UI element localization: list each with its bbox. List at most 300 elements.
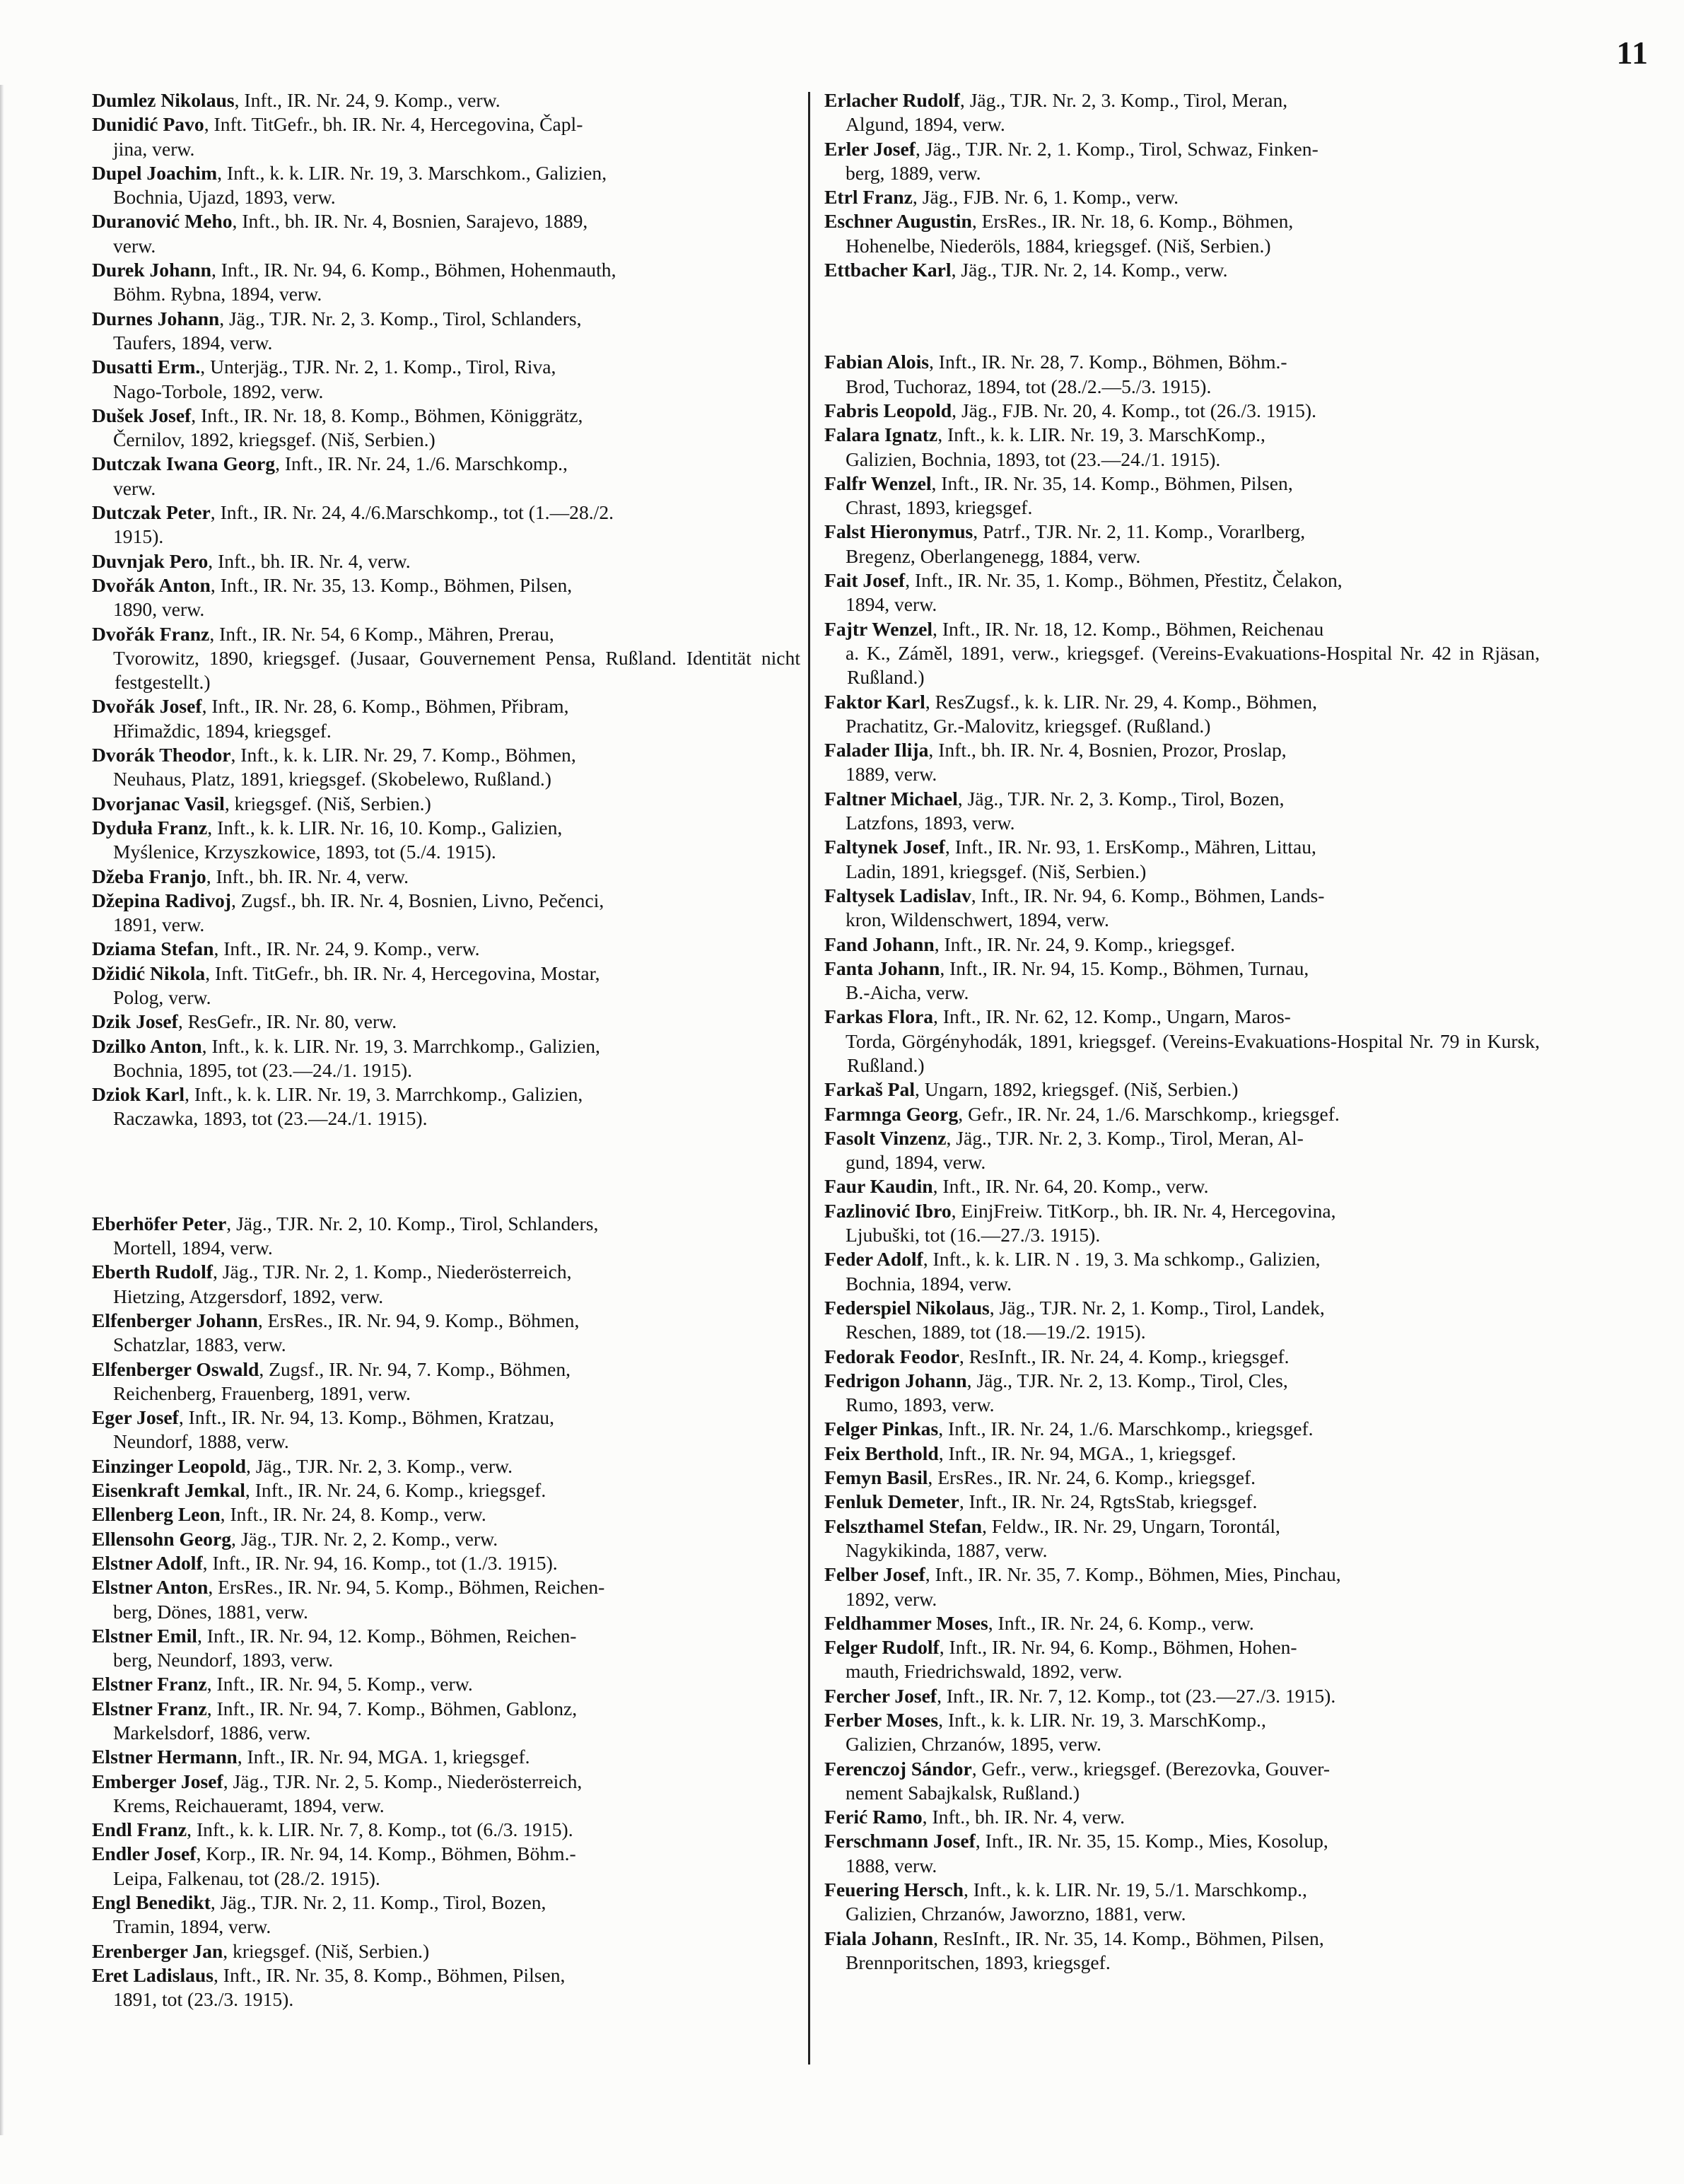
- entry-name: Fiala Johann: [824, 1927, 934, 1949]
- entry-details-continued: Reichenberg, Frauenberg, 1891, verw.: [113, 1382, 411, 1404]
- entry-details-continued: 1888, verw.: [846, 1854, 937, 1876]
- register-entry: [93, 1624, 800, 1673]
- entry-name: Fajtr Wenzel: [824, 617, 933, 640]
- entry-details: , Inft., IR. Nr. 18, 8. Komp., Böhmen, Königgrätz,: [191, 404, 583, 426]
- entry-name: Dvořák Josef: [92, 695, 202, 718]
- entry-name: Elstner Anton: [92, 1576, 209, 1599]
- entry-name: Farkaš Pal: [824, 1078, 915, 1101]
- register-entry: [826, 617, 1540, 690]
- register-entry: [93, 1551, 800, 1575]
- register-entry: [826, 1684, 1540, 1708]
- entry-details: , Inft., IR. Nr. 24, 4./6.Marschkomp., tot (1.—28./2.: [210, 501, 614, 524]
- entry-details: , Inft. TitGefr., bh. IR. Nr. 4, Hercegovina, Mostar,: [205, 962, 600, 984]
- entry-name: Endler Josef: [92, 1843, 197, 1865]
- entry-details-continued: Černilov, 1892, kriegsgef. (Niš, Serbien.): [113, 428, 435, 451]
- entry-details: , Jäg., TJR. Nr. 2, 10. Komp., Tirol, Schlanders,: [226, 1212, 599, 1234]
- entry-details: , Inft., IR. Nr. 28, 6. Komp., Böhmen, Přibram,: [201, 695, 569, 718]
- entry-name: Erler Josef: [824, 137, 916, 160]
- entry-name: Fazlinović Ibro: [824, 1199, 952, 1222]
- entry-name: Farmnga Georg: [824, 1102, 959, 1125]
- entry-details-continued: Bochnia, Ujazd, 1893, verw.: [113, 186, 336, 209]
- entry-details-continued: Hohenelbe, Niederöls, 1884, kriegsgef. (Niš, Serbien.): [846, 234, 1271, 257]
- entry-details: , Inft., IR. Nr. 35, 15. Komp., Mies, Kosolup,: [975, 1830, 1328, 1852]
- entry-name: Faur Kaudin: [824, 1175, 933, 1198]
- entry-name: Engl Benedikt: [92, 1891, 211, 1914]
- entry-details: , ResGefr., IR. Nr. 80, verw.: [177, 1010, 397, 1033]
- register-entry: [93, 1575, 800, 1624]
- register-entry: [826, 568, 1540, 617]
- register-entry: [93, 112, 800, 161]
- entry-name: Dziama Stefan: [92, 938, 214, 960]
- entry-name: Feuering Hersch: [824, 1879, 964, 1901]
- register-entry: [826, 787, 1540, 836]
- entry-details: , Inft., IR. Nr. 94, MGA., 1, kriegsgef.: [938, 1442, 1236, 1464]
- entry-details: , Inft., IR. Nr. 28, 7. Komp., Böhmen, Böhm.-: [928, 351, 1287, 373]
- entry-details: , ErsRes., IR. Nr. 94, 9. Komp., Böhmen,: [257, 1309, 580, 1331]
- entry-details-continued: Galizien, Bochnia, 1893, tot (23.—24./1. 1915).: [846, 448, 1221, 470]
- page-edge-shadow: [0, 85, 4, 2135]
- entry-details: , Gefr., IR. Nr. 24, 1./6. Marschkomp., kriegsgef.: [958, 1102, 1340, 1125]
- entry-name: Ellensohn Georg: [92, 1527, 232, 1550]
- entry-details-continued: Prachatitz, Gr.-Malovitz, kriegsgef. (Rußland.): [846, 714, 1211, 737]
- entry-details: , ErsRes., IR. Nr. 94, 5. Komp., Böhmen, Reichen-: [208, 1576, 605, 1599]
- entry-name: Ettbacher Karl: [824, 259, 952, 281]
- entry-details: , Jäg., FJB. Nr. 6, 1. Komp., verw.: [912, 186, 1179, 209]
- entry-details-continued: Schatzlar, 1883, verw.: [113, 1333, 286, 1356]
- entry-name: Falader Ilija: [824, 739, 929, 761]
- register-entry: [826, 137, 1540, 186]
- entry-name: Fenluk Demeter: [824, 1490, 959, 1513]
- entry-name: Erlacher Rudolf: [824, 89, 960, 111]
- entry-details: , kriegsgef. (Niš, Serbien.): [224, 792, 431, 814]
- entry-name: Fanta Johann: [824, 957, 940, 979]
- left-column: [93, 88, 800, 2012]
- register-entry: [93, 1818, 800, 1842]
- register-entry: [93, 355, 800, 404]
- register-entry: [93, 816, 800, 865]
- entry-group-e: [93, 1212, 800, 2012]
- register-entry: [93, 549, 800, 573]
- entry-details: , ResInft., IR. Nr. 35, 14. Komp., Böhmen, Pilsen,: [933, 1927, 1324, 1949]
- entry-details-continued: Leipa, Falkenau, tot (28./2. 1915).: [113, 1867, 380, 1889]
- entry-details-continued: a. K., Záměl, 1891, verw., kriegsgef. (Vereins-Evakuations-Hospital Nr. 42 in Rjäsan, Rußland.): [846, 641, 1540, 689]
- entry-name: Federspiel Nikolaus: [824, 1296, 990, 1319]
- entry-details: , Jäg., TJR. Nr. 2, 1. Komp., Niederösterreich,: [212, 1261, 572, 1283]
- register-entry: [93, 622, 800, 695]
- entry-details: , Inft., bh. IR. Nr. 4, verw.: [922, 1806, 1125, 1828]
- entry-details-continued: Krems, Reichaueramt, 1894, verw.: [113, 1794, 385, 1816]
- entry-details: , Jäg., TJR. Nr. 2, 1. Komp., Tirol, Landek,: [989, 1296, 1325, 1319]
- register-entry: [93, 1082, 800, 1131]
- entry-details-continued: Mortell, 1894, verw.: [113, 1237, 273, 1259]
- entry-name: Fercher Josef: [824, 1684, 937, 1707]
- entry-name: Dušek Josef: [92, 404, 192, 426]
- entry-name: Dzilko Anton: [92, 1034, 202, 1057]
- entry-details-continued: Myślenice, Krzyszkowice, 1893, tot (5./4. 1915).: [113, 841, 496, 863]
- entry-details: , Inft., IR. Nr. 94, 6. Komp., Böhmen, Hohenmauth,: [211, 259, 616, 281]
- entry-name: Dutczak Peter: [92, 501, 211, 524]
- entry-details: , Inft., IR. Nr. 24, 9. Komp., verw.: [214, 938, 480, 960]
- entry-details-continued: 1891, verw.: [113, 913, 205, 936]
- register-entry: [93, 1842, 800, 1891]
- register-entry: [826, 835, 1540, 884]
- entry-details: , Ungarn, 1892, kriegsgef. (Niš, Serbien.): [915, 1078, 1239, 1101]
- entry-details: , kriegsgef. (Niš, Serbien.): [223, 1939, 430, 1962]
- entry-details-continued: Bochnia, 1894, verw.: [846, 1272, 1012, 1295]
- entry-details: , Inft., k. k. LIR. Nr. 19, 5./1. Marschkomp.,: [963, 1879, 1307, 1901]
- register-entry: [826, 1247, 1540, 1296]
- entry-details-continued: Tvorowitz, 1890, kriegsgef. (Jusaar, Gouvernement Pensa, Rußland. Identität nicht festgestellt.): [113, 646, 800, 694]
- entry-details-continued: Chrast, 1893, kriegsgef.: [846, 496, 1033, 519]
- entry-details: , Zugsf., IR. Nr. 94, 7. Komp., Böhmen,: [259, 1357, 571, 1380]
- entry-details: , Inft., k. k. LIR. Nr. 7, 8. Komp., tot (6./3. 1915).: [187, 1818, 573, 1841]
- entry-details: , Zugsf., bh. IR. Nr. 4, Bosnien, Livno, Pečenci,: [231, 889, 604, 911]
- entry-group-e-cont: [826, 88, 1540, 282]
- entry-details: , Inft., IR. Nr. 94, 16. Komp., tot (1./3. 1915).: [202, 1551, 558, 1574]
- register-entry: [826, 1514, 1540, 1563]
- register-entry: [93, 1309, 800, 1357]
- column-divider: [808, 92, 810, 2065]
- register-entry: [826, 1927, 1540, 1975]
- register-entry: [93, 1212, 800, 1261]
- entry-details: , Inft., IR. Nr. 35, 13. Komp., Böhmen, Pilsen,: [210, 573, 573, 596]
- entry-name: Eger Josef: [92, 1406, 179, 1429]
- entry-name: Einzinger Leopold: [92, 1454, 246, 1477]
- entry-name: Felber Josef: [824, 1563, 925, 1586]
- entry-name: Dupel Joachim: [92, 161, 218, 184]
- entry-name: Eisenkraft Jemkal: [92, 1479, 245, 1502]
- entry-details-continued: kron, Wildenschwert, 1894, verw.: [846, 909, 1109, 931]
- register-entry: [826, 1708, 1540, 1757]
- register-entry: [93, 1939, 800, 1963]
- entry-details: , Inft., IR. Nr. 64, 20. Komp., verw.: [932, 1175, 1209, 1198]
- entry-details-continued: Böhm. Rybna, 1894, verw.: [113, 283, 322, 305]
- entry-name: Fasolt Vinzenz: [824, 1126, 947, 1149]
- register-entry: [826, 209, 1540, 258]
- entry-name: Elstner Hermann: [92, 1746, 238, 1768]
- register-entry: [93, 161, 800, 210]
- register-entry: [826, 520, 1540, 568]
- entry-details: , Inft., bh. IR. Nr. 4, verw.: [208, 549, 411, 572]
- entry-name: Fait Josef: [824, 569, 906, 592]
- register-entry: [93, 1745, 800, 1769]
- entry-name: Duranović Meho: [92, 210, 233, 233]
- entry-details: , ErsRes., IR. Nr. 24, 6. Komp., kriegsgef.: [928, 1466, 1256, 1489]
- entry-details: , Inft., IR. Nr. 62, 12. Komp., Ungarn, Maros-: [933, 1005, 1291, 1028]
- entry-details-continued: Tramin, 1894, verw.: [113, 1915, 271, 1938]
- entry-name: Faktor Karl: [824, 690, 925, 713]
- entry-details-continued: Polog, verw.: [113, 986, 211, 1008]
- entry-name: Faltner Michael: [824, 787, 958, 810]
- entry-name: Džeba Franjo: [92, 865, 206, 887]
- entry-name: Ferschmann Josef: [824, 1830, 976, 1852]
- entry-name: Durek Johann: [92, 259, 211, 281]
- register-entry: [826, 1369, 1540, 1418]
- entry-details: , Inft., k. k. LIR. Nr. 16, 10. Komp., Galizien,: [207, 816, 563, 839]
- entry-details: , Jäg., TJR. Nr. 2, 14. Komp., verw.: [951, 259, 1228, 281]
- entry-name: Džidić Nikola: [92, 962, 206, 984]
- entry-details: , Inft., k. k. LIR. Nr. 19, 3. Marrchkomp., Galizien,: [185, 1083, 583, 1106]
- register-entry: [826, 1490, 1540, 1514]
- entry-details: , Unterjäg., TJR. Nr. 2, 1. Komp., Tirol, Riva,: [200, 356, 556, 378]
- register-entry: [826, 1442, 1540, 1466]
- entry-name: Faltynek Josef: [824, 836, 945, 858]
- register-entry: [93, 258, 800, 307]
- entry-details-continued: verw.: [113, 477, 156, 499]
- entry-details-continued: berg, Dönes, 1881, verw.: [113, 1600, 308, 1623]
- entry-details-continued: Bregenz, Oberlangenegg, 1884, verw.: [846, 544, 1141, 567]
- register-entry: [826, 258, 1540, 282]
- entry-name: Elfenberger Johann: [92, 1309, 258, 1331]
- register-entry: [93, 307, 800, 356]
- entry-details-continued: Torda, Görgényhodák, 1891, kriegsgef. (Vereins-Evakuations-Hospital Nr. 79 in Kursk, Rußland.): [846, 1029, 1540, 1076]
- register-entry: [93, 1454, 800, 1478]
- entry-name: Dusatti Erm.: [92, 356, 201, 378]
- register-entry: [826, 1611, 1540, 1635]
- page-number: 11: [1616, 35, 1649, 71]
- entry-details-continued: Hietzing, Atzgersdorf, 1892, verw.: [113, 1285, 384, 1307]
- register-entry: [93, 1891, 800, 1939]
- register-entry: [826, 1174, 1540, 1198]
- entry-details-continued: Hřimaždic, 1894, kriegsgef.: [113, 719, 332, 742]
- entry-name: Durnes Johann: [92, 307, 220, 329]
- entry-name: Dunidić Pavo: [92, 113, 204, 136]
- entry-name: Eschner Augustin: [824, 210, 972, 233]
- register-entry: [93, 404, 800, 452]
- entry-details-continued: berg, Neundorf, 1893, verw.: [113, 1649, 334, 1671]
- entry-name: Erenberger Jan: [92, 1939, 223, 1962]
- entry-details: , Jäg., FJB. Nr. 20, 4. Komp., tot (26./3. 1915).: [952, 399, 1317, 421]
- entry-details-continued: Galizien, Chrzanów, 1895, verw.: [846, 1733, 1101, 1756]
- entry-name: Fabian Alois: [824, 351, 929, 373]
- entry-details: , Jäg., TJR. Nr. 2, 3. Komp., verw.: [245, 1454, 513, 1477]
- entry-name: Faltysek Ladislav: [824, 884, 971, 906]
- entry-details: , Inft., IR. Nr. 94, MGA. 1, kriegsgef.: [237, 1746, 530, 1768]
- entry-details: , Inft., k. k. LIR. Nr. 29, 7. Komp., Böhmen,: [230, 744, 576, 766]
- entry-details-continued: 1915).: [113, 525, 164, 548]
- register-entry: [826, 1466, 1540, 1490]
- entry-details: , Inft. TitGefr., bh. IR. Nr. 4, Hercegovina, Čapl-: [204, 113, 583, 136]
- entry-details: , Inft., k. k. LIR. Nr. 19, 3. Marrchkomp., Galizien,: [201, 1034, 600, 1057]
- register-entry: [826, 1635, 1540, 1684]
- register-entry: [826, 185, 1540, 209]
- entry-name: Farkas Flora: [824, 1005, 934, 1028]
- entry-details: , Inft., k. k. LIR. Nr. 19, 3. MarschKomp.,: [938, 1709, 1266, 1731]
- entry-details: , Inft., IR. Nr. 24, 6. Komp., kriegsgef.: [245, 1479, 546, 1502]
- entry-name: Ferić Ramo: [824, 1806, 923, 1828]
- register-entry: [93, 1697, 800, 1746]
- register-entry: [93, 889, 800, 938]
- entry-name: Dziok Karl: [92, 1083, 185, 1106]
- entry-name: Falfr Wenzel: [824, 472, 932, 494]
- entry-details-continued: Ladin, 1891, kriegsgef. (Niš, Serbien.): [846, 860, 1147, 882]
- entry-details: , EinjFreiw. TitKorp., bh. IR. Nr. 4, Hercegovina,: [951, 1199, 1336, 1222]
- register-entry: [826, 1005, 1540, 1078]
- entry-name: Felger Rudolf: [824, 1636, 940, 1659]
- register-entry: [826, 1296, 1540, 1345]
- entry-name: Femyn Basil: [824, 1466, 928, 1489]
- entry-name: Fand Johann: [824, 933, 935, 955]
- entry-details: , Inft., IR. Nr. 94, 12. Komp., Böhmen, Reichen-: [197, 1624, 577, 1647]
- entry-name: Eret Ladislaus: [92, 1963, 214, 1986]
- entry-details-continued: verw.: [113, 234, 156, 257]
- entry-details: , Jäg., TJR. Nr. 2, 3. Komp., Tirol, Meran, Al-: [946, 1126, 1304, 1149]
- entry-name: Duvnjak Pero: [92, 549, 209, 572]
- entry-details: , Inft., IR. Nr. 24, RgtsStab, kriegsgef.: [959, 1490, 1258, 1513]
- entry-group-d: [93, 88, 800, 1131]
- entry-details-continued: 1892, verw.: [846, 1587, 937, 1610]
- entry-details-continued: Brod, Tuchoraz, 1894, tot (28./2.—5./3. 1915).: [846, 375, 1212, 397]
- entry-details: , Inft., k. k. LIR. N . 19, 3. Ma schkomp., Galizien,: [923, 1248, 1321, 1271]
- register-entry: [826, 884, 1540, 933]
- entry-name: Dumlez Nikolaus: [92, 89, 235, 111]
- entry-details-continued: Algund, 1894, verw.: [846, 113, 1005, 136]
- entry-details: , ResInft., IR. Nr. 24, 4. Komp., kriegsgef.: [959, 1345, 1290, 1367]
- entry-details: , Inft., IR. Nr. 7, 12. Komp., tot (23.—27./3. 1915).: [937, 1684, 1336, 1707]
- entry-details-continued: Reschen, 1889, tot (18.—19./2. 1915).: [846, 1321, 1146, 1343]
- entry-details: , Inft., bh. IR. Nr. 4, Bosnien, Sarajevo, 1889,: [232, 210, 588, 233]
- entry-details: , ErsRes., IR. Nr. 18, 6. Komp., Böhmen,: [971, 210, 1294, 233]
- entry-details: , Inft., IR. Nr. 18, 12. Komp., Böhmen, Reichenau: [932, 617, 1324, 640]
- entry-details: , Inft., IR. Nr. 94, 5. Komp., verw.: [206, 1673, 473, 1695]
- entry-name: Feldhammer Moses: [824, 1611, 988, 1634]
- entry-name: Fabris Leopold: [824, 399, 952, 421]
- register-entry: [826, 957, 1540, 1005]
- entry-details: , Gefr., verw., kriegsgef. (Berezovka, Gouver-: [971, 1757, 1331, 1780]
- entry-group-f: [826, 350, 1540, 1975]
- register-entry: [93, 1770, 800, 1818]
- register-entry: [93, 1357, 800, 1406]
- entry-name: Emberger Josef: [92, 1770, 223, 1792]
- entry-name: Elstner Franz: [92, 1673, 207, 1695]
- register-entry: [826, 399, 1540, 423]
- entry-details: , Inft., bh. IR. Nr. 4, Bosnien, Prozor, Proslap,: [928, 739, 1287, 761]
- entry-name: Feix Berthold: [824, 1442, 939, 1464]
- register-entry: [93, 1478, 800, 1502]
- entry-details: , Inft., IR. Nr. 24, 9. Komp., verw.: [234, 89, 501, 111]
- entry-details: , Jäg., TJR. Nr. 2, 5. Komp., Niederösterreich,: [223, 1770, 583, 1792]
- register-entry: [826, 1829, 1540, 1878]
- entry-details-continued: 1890, verw.: [113, 598, 205, 621]
- register-entry: [93, 88, 800, 112]
- entry-name: Ellenberg Leon: [92, 1503, 221, 1526]
- entry-details: , Inft., IR. Nr. 24, 9. Komp., kriegsgef.: [934, 933, 1236, 955]
- entry-details: , Inft., IR. Nr. 35, 7. Komp., Böhmen, Mies, Pinchau,: [925, 1563, 1341, 1586]
- register-entry: [826, 933, 1540, 957]
- entry-details: , Inft., bh. IR. Nr. 4, verw.: [206, 865, 409, 887]
- register-entry: [93, 452, 800, 501]
- entry-details-continued: Raczawka, 1893, tot (23.—24./1. 1915).: [113, 1107, 428, 1130]
- entry-details-continued: Taufers, 1894, verw.: [113, 331, 273, 354]
- entry-details-continued: Brennporitschen, 1893, kriegsgef.: [846, 1951, 1111, 1973]
- entry-details: , Inft., IR. Nr. 93, 1. ErsKomp., Mähren, Littau,: [945, 836, 1316, 858]
- register-entry: [93, 937, 800, 961]
- entry-name: Feder Adolf: [824, 1248, 923, 1271]
- entry-name: Dvořák Franz: [92, 622, 210, 645]
- register-entry: [826, 690, 1540, 739]
- entry-details: , Inft., IR. Nr. 24, 1./6. Marschkomp., kriegsgef.: [938, 1418, 1314, 1440]
- register-entry: [93, 573, 800, 622]
- entry-details: , Inft., k. k. LIR. Nr. 19, 3. MarschKomp.,: [937, 424, 1265, 446]
- entry-details: , Jäg., TJR. Nr. 2, 2. Komp., verw.: [231, 1527, 498, 1550]
- entry-details-continued: mauth, Friedrichswald, 1892, verw.: [846, 1660, 1123, 1683]
- register-entry: [93, 1034, 800, 1083]
- register-entry: [93, 694, 800, 743]
- entry-details-continued: Nagykikinda, 1887, verw.: [846, 1538, 1048, 1561]
- entry-name: Eberhöfer Peter: [92, 1212, 227, 1234]
- entry-details: , Inft., IR. Nr. 94, 6. Komp., Böhmen, Hohen-: [939, 1636, 1297, 1659]
- entry-details-continued: Rumo, 1893, verw.: [846, 1394, 995, 1416]
- entry-details: , Inft., IR. Nr. 24, 1./6. Marschkomp.,: [275, 452, 568, 475]
- entry-details-continued: gund, 1894, verw.: [846, 1151, 986, 1174]
- entry-name: Elstner Adolf: [92, 1551, 203, 1574]
- register-entry: [826, 1878, 1540, 1927]
- register-entry: [826, 1345, 1540, 1369]
- entry-details-continued: 1894, verw.: [846, 593, 937, 616]
- register-entry: [826, 1417, 1540, 1441]
- register-entry: [93, 743, 800, 792]
- register-entry: [826, 738, 1540, 787]
- entry-name: Dvorák Theodor: [92, 744, 231, 766]
- entry-details-continued: jina, verw.: [113, 137, 195, 160]
- entry-name: Dyduła Franz: [92, 816, 208, 839]
- entry-name: Dvořák Anton: [92, 573, 211, 596]
- entry-details-continued: B.-Aicha, verw.: [846, 981, 969, 1004]
- register-entry: [826, 1126, 1540, 1175]
- register-entry: [826, 1563, 1540, 1611]
- entry-details: , Korp., IR. Nr. 94, 14. Komp., Böhmen, Böhm.-: [196, 1843, 576, 1865]
- register-entry: [93, 1260, 800, 1309]
- entry-details-continued: Latzfons, 1893, verw.: [846, 812, 1015, 834]
- register-entry: [826, 1805, 1540, 1829]
- entry-details-continued: Galizien, Chrzanów, Jaworzno, 1881, verw.: [846, 1903, 1186, 1925]
- entry-details-continued: Nago-Torbole, 1892, verw.: [113, 380, 324, 402]
- entry-details: , Jäg., TJR. Nr. 2, 3. Komp., Tirol, Bozen,: [957, 787, 1285, 810]
- entry-name: Džepina Radivoj: [92, 889, 231, 911]
- entry-name: Dvorjanac Vasil: [92, 792, 225, 814]
- register-entry: [826, 1757, 1540, 1806]
- register-entry: [826, 88, 1540, 137]
- entry-name: Etrl Franz: [824, 186, 913, 209]
- entry-details-continued: Markelsdorf, 1886, verw.: [113, 1722, 311, 1744]
- entry-details: , Feldw., IR. Nr. 29, Ungarn, Torontál,: [982, 1514, 1280, 1537]
- entry-name: Falst Hieronymus: [824, 520, 973, 543]
- entry-details-continued: Neundorf, 1888, verw.: [113, 1430, 289, 1453]
- entry-details: , Inft., IR. Nr. 35, 8. Komp., Böhmen, Pilsen,: [214, 1963, 566, 1986]
- entry-name: Ferber Moses: [824, 1709, 939, 1731]
- entry-details-continued: 1889, verw.: [846, 763, 937, 786]
- section-gap: [93, 1131, 800, 1212]
- entry-name: Endl Franz: [92, 1818, 187, 1841]
- entry-details: , Inft., IR. Nr. 94, 15. Komp., Böhmen, Turnau,: [940, 957, 1309, 979]
- entry-details: , Jäg., TJR. Nr. 2, 13. Komp., Tirol, Cles,: [966, 1369, 1288, 1391]
- entry-details: , Inft., IR. Nr. 35, 14. Komp., Böhmen, Pilsen,: [931, 472, 1293, 494]
- register-entry: [93, 1963, 800, 2012]
- entry-details: , Inft., IR. Nr. 94, 6. Komp., Böhmen, Lands-: [971, 884, 1325, 906]
- entry-details-continued: nement Sabajkalsk, Rußland.): [846, 1781, 1080, 1804]
- register-entry: [93, 962, 800, 1010]
- register-entry: [826, 1102, 1540, 1126]
- entry-name: Fedorak Feodor: [824, 1345, 959, 1367]
- entry-details: , Jäg., TJR. Nr. 2, 11. Komp., Tirol, Bozen,: [210, 1891, 546, 1914]
- entry-details: , Jäg., TJR. Nr. 2, 3. Komp., Tirol, Meran,: [959, 89, 1288, 111]
- entry-name: Falara Ignatz: [824, 424, 938, 446]
- register-entry: [93, 1527, 800, 1551]
- register-entry: [826, 350, 1540, 399]
- register-entry: [93, 792, 800, 816]
- register-entry: [93, 1010, 800, 1034]
- entry-name: Dutczak Iwana Georg: [92, 452, 276, 475]
